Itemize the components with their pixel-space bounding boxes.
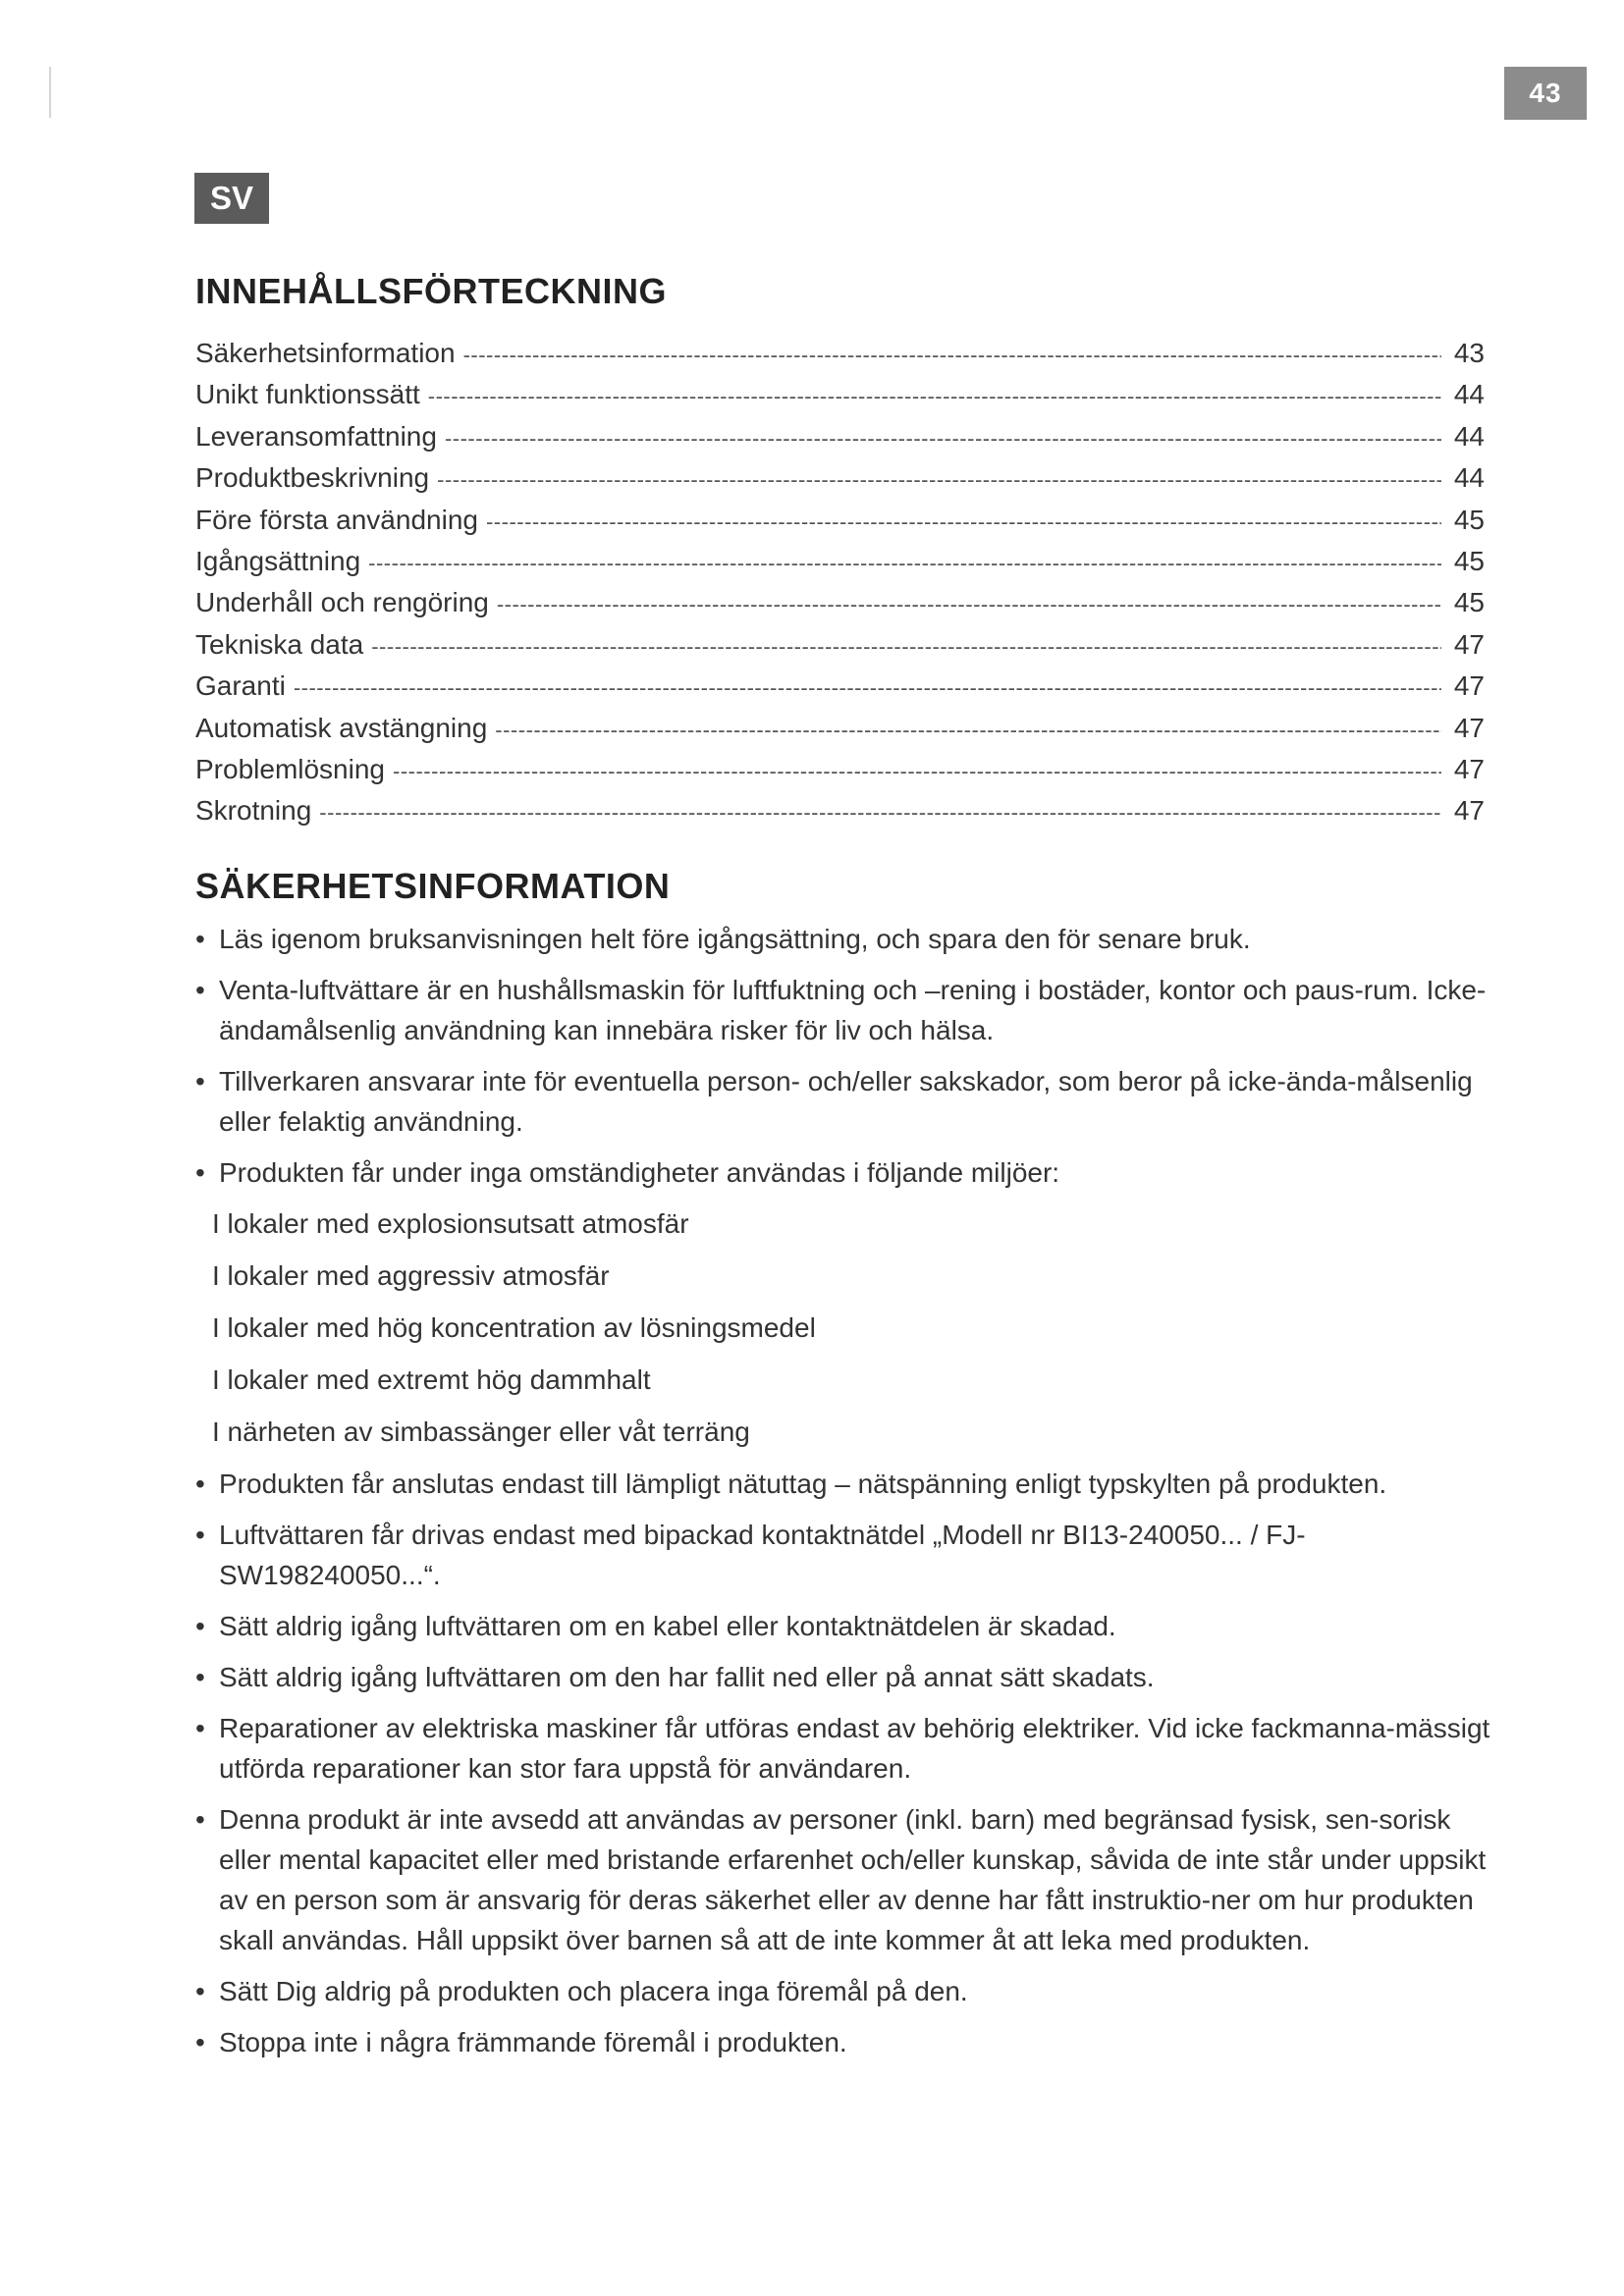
safety-bullet <box>195 1061 1501 1142</box>
toc-leader <box>497 594 1441 615</box>
safety-bullet <box>195 1606 1501 1646</box>
environment-item: I lokaler med hög koncentration av lösningsmedel <box>212 1312 816 1343</box>
toc-title: Unikt funktionssätt <box>195 379 420 410</box>
toc-row[interactable] <box>195 713 1485 754</box>
bullet-dot-icon: • <box>195 1713 205 1743</box>
toc-row[interactable] <box>195 338 1485 379</box>
safety-bullet <box>195 1799 1501 1960</box>
language-badge: SV <box>194 173 269 224</box>
toc-page: 45 <box>1453 545 1485 576</box>
toc-leader <box>393 761 1441 782</box>
toc-page: 45 <box>1453 587 1485 618</box>
toc-title: Leveransomfattning <box>195 420 437 452</box>
bullet-dot-icon: • <box>195 2027 205 2057</box>
toc-leader <box>437 469 1441 491</box>
bullet-dot-icon: • <box>195 924 205 954</box>
toc-page: 47 <box>1453 753 1485 784</box>
toc-title: Skrotning <box>195 795 312 827</box>
toc-title: Garanti <box>195 670 286 702</box>
bullet-dot-icon: • <box>195 1662 205 1692</box>
toc-page: 43 <box>1453 338 1485 368</box>
safety-bullet <box>195 1152 1501 1193</box>
toc-heading: INNEHÅLLSFÖRTECKNING <box>195 271 667 311</box>
safety-bullet <box>195 1464 1501 1504</box>
bullet-text: Sätt aldrig igång luftvättaren om den har fallit ned eller på annat sätt skadats. <box>219 1662 1155 1692</box>
bullet-dot-icon: • <box>195 1976 205 2006</box>
safety-bullet <box>195 2022 1501 2062</box>
toc-leader <box>445 428 1441 450</box>
table-of-contents <box>195 338 1485 837</box>
toc-page: 47 <box>1453 670 1485 702</box>
bullet-text: Luftvättaren får drivas endast med bipackad kontaktnätdel „Modell nr BI13-240050... / FJ-SW198240050...“. <box>219 1520 1306 1590</box>
bullet-dot-icon: • <box>195 1468 205 1499</box>
toc-leader <box>319 802 1441 824</box>
toc-title: Automatisk avstängning <box>195 712 488 743</box>
safety-list <box>195 919 1501 2073</box>
toc-page: 47 <box>1453 628 1485 660</box>
bullet-text: Stoppa inte i några främmande föremål i produkten. <box>219 2027 847 2057</box>
bullet-text: Produkten får anslutas endast till lämpligt nätuttag – nätspänning enligt typskylten på produkten. <box>219 1468 1387 1499</box>
toc-page: 47 <box>1453 712 1485 743</box>
toc-row[interactable] <box>195 670 1485 712</box>
toc-leader <box>463 345 1441 366</box>
environment-item: I lokaler med extremt hög dammhalt <box>212 1364 651 1395</box>
safety-bullet <box>195 919 1501 959</box>
safety-bullet <box>195 1515 1501 1595</box>
bullet-dot-icon: • <box>195 1066 205 1096</box>
toc-row[interactable] <box>195 754 1485 795</box>
toc-title: Tekniska data <box>195 628 364 660</box>
safety-bullet <box>195 970 1501 1050</box>
bullet-text: Läs igenom bruksanvisningen helt före igångsättning, och spara den för senare bruk. <box>219 924 1251 954</box>
environment-item: I närheten av simbassänger eller våt terräng <box>212 1416 750 1447</box>
toc-row[interactable] <box>195 462 1485 504</box>
toc-row[interactable] <box>195 795 1485 836</box>
toc-leader <box>495 720 1441 741</box>
toc-leader <box>371 636 1441 658</box>
toc-leader <box>368 553 1441 574</box>
toc-page: 47 <box>1453 795 1485 827</box>
toc-title: Underhåll och rengöring <box>195 587 489 618</box>
toc-title: Före första användning <box>195 504 478 535</box>
toc-leader <box>294 677 1441 699</box>
page-number: 43 <box>1504 67 1587 120</box>
bullet-text: Denna produkt är inte avsedd att användas av personer (inkl. barn) med begränsad fysisk, sen-sorisk eller mental kapacitet eller med bristande erfarenhet och/eller kunskap, såvida de inte står under uppsikt av en person som är ansvarig för deras säkerhet eller av denne har fått instruktio-ner om hur produkten skall användas. Håll uppsikt över barnen så att de inte kommer åt att leka med produkten. <box>219 1804 1487 1955</box>
bullet-dot-icon: • <box>195 1611 205 1641</box>
bullet-dot-icon: • <box>195 1520 205 1550</box>
bullet-text: Sätt Dig aldrig på produkten och placera inga föremål på den. <box>219 1976 968 2006</box>
safety-bullet <box>195 1657 1501 1697</box>
bullet-text: Reparationer av elektriska maskiner får utföras endast av behörig elektriker. Vid icke fackmanna-mässigt utförda reparationer kan stor fara uppstå för användaren. <box>219 1713 1490 1784</box>
toc-title: Produktbeskrivning <box>195 462 430 494</box>
bullet-dot-icon: • <box>195 1157 205 1188</box>
bullet-text: Tillverkaren ansvarar inte för eventuella person- och/eller sakskador, som beror på icke-ända-målsenlig eller felaktig användning. <box>219 1066 1473 1137</box>
toc-page: 44 <box>1453 462 1485 494</box>
environment-item: I lokaler med explosionsutsatt atmosfär <box>212 1208 689 1239</box>
bullet-dot-icon: • <box>195 1804 205 1835</box>
environment-item: I lokaler med aggressiv atmosfär <box>212 1260 610 1291</box>
toc-title: Säkerhetsinformation <box>195 338 456 368</box>
toc-page: 44 <box>1453 420 1485 452</box>
bullet-dot-icon: • <box>195 975 205 1005</box>
toc-leader <box>486 511 1441 533</box>
bullet-text: Sätt aldrig igång luftvättaren om en kabel eller kontaktnätdelen är skadad. <box>219 1611 1116 1641</box>
bullet-text: Venta-luftvättare är en hushållsmaskin för luftfuktning och –rening i bostäder, kontor och paus-rum. Icke-ändamålsenlig användning kan innebära risker för liv och hälsa. <box>219 975 1487 1045</box>
toc-title: Problemlösning <box>195 753 385 784</box>
toc-row[interactable] <box>195 505 1485 546</box>
safety-bullet <box>195 1971 1501 2011</box>
safety-heading: SÄKERHETSINFORMATION <box>195 866 671 906</box>
toc-row[interactable] <box>195 629 1485 670</box>
toc-title: Igångsättning <box>195 545 361 576</box>
toc-page: 45 <box>1453 504 1485 535</box>
safety-bullet <box>195 1708 1501 1789</box>
bullet-text: Produkten får under inga omständigheter användas i följande miljöer: <box>219 1157 1060 1188</box>
toc-row[interactable] <box>195 546 1485 587</box>
toc-page: 44 <box>1453 379 1485 410</box>
toc-leader <box>428 386 1441 407</box>
margin-line <box>49 67 51 118</box>
toc-row[interactable] <box>195 379 1485 420</box>
toc-row[interactable] <box>195 587 1485 628</box>
toc-row[interactable] <box>195 421 1485 462</box>
